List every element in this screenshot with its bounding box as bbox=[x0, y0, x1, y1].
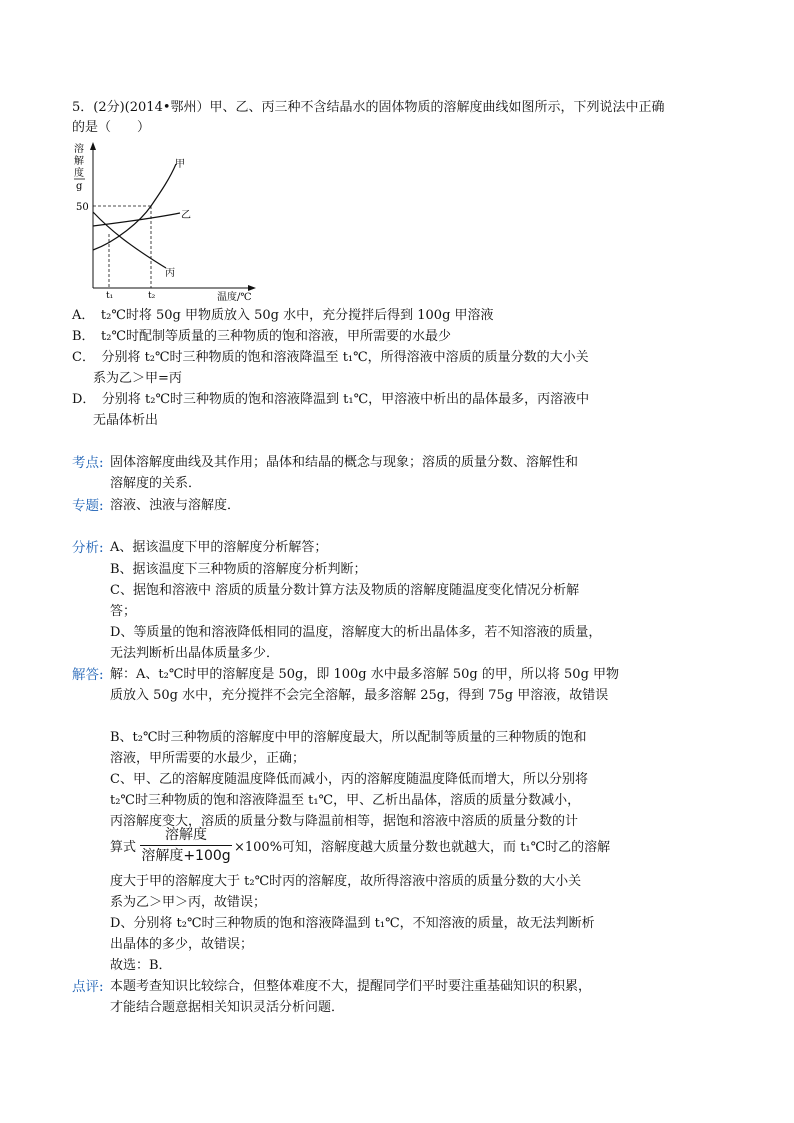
kaodian-label: 考点: bbox=[72, 455, 104, 471]
label-yi: 乙 bbox=[181, 210, 191, 221]
option-b: B． t₂℃时配制等质量的三种物质的饱和溶液，甲所需要的水最少 bbox=[72, 329, 452, 344]
fenxi-line-2: B、据该温度下三种物质的溶解度分析判断； bbox=[110, 562, 367, 577]
jieda-a-line-2: 质放入 50g 水中，充分搅拌不会完全溶解，最多溶解 25g，得到 75g 甲溶液，故错误 bbox=[110, 688, 609, 703]
option-c-line-1: C． 分别将 t₂℃时三种物质的饱和溶液降温至 t₁℃，所得溶液中溶质的质量分数的大小关 bbox=[72, 350, 589, 365]
kaodian-line-2: 溶解度的关系． bbox=[110, 476, 202, 491]
label-jia: 甲 bbox=[175, 159, 185, 170]
fenxi-line-4: 答； bbox=[110, 604, 137, 619]
fenxi-label: 分析: bbox=[72, 540, 104, 556]
x-tick-t2: t₂ bbox=[148, 291, 156, 301]
curve-jia bbox=[93, 164, 176, 250]
fenxi-line-6: 无法判断析出晶体质量多少． bbox=[110, 646, 280, 661]
option-d-line-2: 无晶体析出 bbox=[93, 413, 159, 428]
dianping-line-2: 才能结合题意据相关知识灵活分析问题． bbox=[110, 1000, 345, 1015]
kaodian-line-1: 固体溶解度曲线及其作用；晶体和结晶的概念与现象；溶质的质量分数、溶解性和 bbox=[110, 455, 579, 470]
jieda-b-line-1: B、t₂℃时三种物质的溶解度中甲的溶解度最大，所以配制等质量的三种物质的饱和 bbox=[110, 730, 587, 745]
jieda-b-line-5: 丙溶解度变大，溶质的质量分数与降温前相等，据饱和溶液中溶质的质量分数的计 bbox=[110, 814, 579, 829]
option-d-line-1: D． 分别将 t₂℃时三种物质的饱和溶液降温到 t₁℃，甲溶液中析出的晶体最多，丙溶液中 bbox=[72, 392, 590, 407]
jieda-a-line-1: 解：A、t₂℃时甲的溶解度是 50g，即 100g 水中最多溶解 50g 的甲，所以将 50g 甲物 bbox=[110, 667, 620, 682]
fraction-numerator: 溶解度 bbox=[165, 827, 207, 843]
y-label-char-1: 溶 bbox=[74, 144, 84, 155]
x-tick-t1: t₁ bbox=[106, 291, 114, 301]
jieda-c-line-3: D、分别将 t₂℃时三种物质的饱和溶液降温到 t₁℃，不知溶液的质量，故无法判断析 bbox=[110, 916, 595, 931]
jieda-b-line-3: C、甲、乙的溶解度随温度降低而减小，丙的溶解度随温度降低而增大，所以分别将 bbox=[110, 772, 588, 787]
fraction-denominator: 溶解度+100g bbox=[141, 848, 231, 864]
jieda-b-line-4: t₂℃时三种物质的饱和溶液降温至 t₁℃，甲、乙析出晶体，溶质的质量分数减小， bbox=[110, 793, 581, 808]
jieda-b-line-2: 溶液，甲所需要的水最少，正确； bbox=[110, 751, 306, 766]
fenxi-line-3: C、据饱和溶液中 溶质的质量分数计算方法及物质的溶解度随温度变化情况分析解 bbox=[110, 583, 580, 598]
solubility-chart bbox=[70, 138, 270, 303]
formula-suffix: ×100%可知，溶解度越大质量分数也就越大，而 t₁℃时乙的溶解 bbox=[234, 840, 611, 855]
fraction-bar bbox=[140, 845, 232, 846]
dianping-label: 点评: bbox=[72, 979, 104, 995]
jieda-c-line-1: 度大于甲的溶解度大于 t₂℃时丙的溶解度，故所得溶液中溶质的质量分数的大小关 bbox=[110, 874, 582, 889]
solubility-fraction bbox=[140, 826, 232, 865]
y-label-char-2: 解 bbox=[74, 156, 84, 167]
x-axis-arrow bbox=[248, 285, 256, 291]
y-tick-50: 50 bbox=[76, 202, 89, 213]
fenxi-line-5: D、等质量的饱和溶液降低相同的温度，溶解度大的析出晶体多，若不知溶液的质量， bbox=[110, 625, 602, 640]
zhuanti-label: 专题: bbox=[72, 498, 104, 514]
curve-bing bbox=[93, 212, 166, 268]
question-line-1: 5．(2分)(2014•鄂州）甲、乙、丙三种不含结晶水的固体物质的溶解度曲线如图所示，下列说法中正确 bbox=[72, 100, 665, 115]
question-line-2: 的是（ ） bbox=[72, 120, 151, 135]
option-c-line-2: 系为乙＞甲=丙 bbox=[93, 371, 182, 386]
formula-prefix: 算式 bbox=[110, 840, 137, 855]
jieda-c-line-5: 故选：B． bbox=[110, 958, 172, 973]
fenxi-line-1: A、据该温度下甲的溶解度分析解答； bbox=[110, 540, 328, 555]
label-bing: 丙 bbox=[165, 268, 175, 279]
zhuanti-line-1: 溶液、浊液与溶解度． bbox=[110, 498, 241, 513]
y-axis-arrow bbox=[90, 142, 96, 150]
y-label-char-3: 度 bbox=[74, 168, 84, 179]
jieda-c-line-2: 系为乙＞甲＞丙，故错误； bbox=[110, 895, 267, 910]
x-axis-label: 温度/℃ bbox=[217, 292, 252, 303]
dianping-line-1: 本题考查知识比较综合，但整体难度不大，提醒同学们平时要注重基础知识的积累， bbox=[110, 979, 592, 994]
option-a: A． t₂℃时将 50g 甲物质放入 50g 水中，充分搅拌后得到 100g 甲溶液 bbox=[72, 308, 494, 323]
jieda-c-line-4: 出晶体的多少，故错误； bbox=[110, 937, 254, 952]
jieda-label: 解答: bbox=[72, 667, 104, 683]
y-label-char-4: g bbox=[76, 181, 83, 192]
